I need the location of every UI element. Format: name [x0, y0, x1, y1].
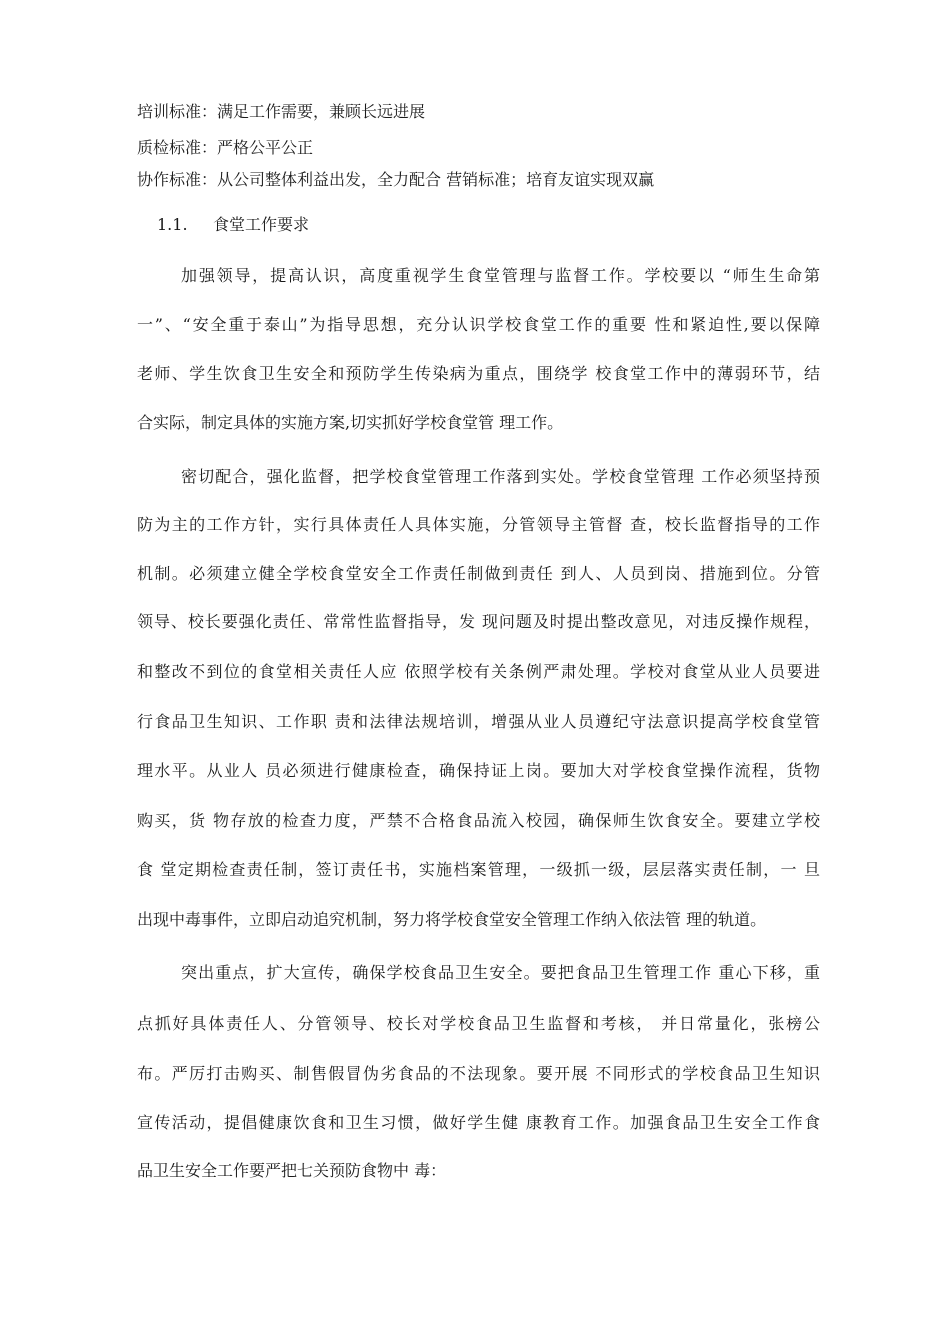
cooperation-standard-line: 协作标准：从公司整体利益出发，全力配合 营销标准；培育友谊实现双赢: [137, 170, 655, 189]
paragraph-2-line: 领导、校长要强化责任、常常性监督指导，发 现问题及时提出整改意见，对违反操作规程，: [137, 612, 820, 631]
paragraph-3-line: 布。严厉打击购买、制售假冒伪劣食品的不法现象。要开展 不同形式的学校食品卫生知识: [137, 1064, 820, 1083]
paragraph-2-line: 理水平。从业人 员必须进行健康检查，确保持证上岗。要加大对学校食堂操作流程，货物: [137, 761, 820, 780]
paragraph-1-line: 老师、学生饮食卫生安全和预防学生传染病为重点，围绕学 校食堂工作中的薄弱环节，结: [137, 364, 820, 383]
paragraph-1-line: 合实际，制定具体的实施方案,切实抓好学校食堂管 理工作。: [137, 413, 564, 432]
paragraph-2-line: 密切配合，强化监督，把学校食堂管理工作落到实处。学校食堂管理 工作必须坚持预: [181, 467, 820, 486]
paragraph-2-line: 购买，货 物存放的检查力度，严禁不合格食品流入校园，确保师生饮食安全。要建立学校: [137, 811, 820, 830]
paragraph-2-line: 行食品卫生知识、工作职 责和法律法规培训，增强从业人员遵纪守法意识提高学校食堂管: [137, 712, 820, 731]
quality-standard-line: 质检标准：严格公平公正: [137, 138, 314, 157]
section-number: 1.1.: [157, 215, 188, 234]
paragraph-1-line: 加强领导，提高认识，高度重视学生食堂管理与监督工作。学校要以 “师生生命第: [181, 266, 820, 285]
training-standard-line: 培训标准：满足工作需要，兼顾长远进展: [137, 102, 426, 121]
section-heading: [157, 214, 309, 236]
paragraph-2-line: 食 堂定期检查责任制，签订责任书，实施档案管理，一级抓一级，层层落实责任制，一 旦: [137, 860, 820, 879]
paragraph-3-line: 宣传活动，提倡健康饮食和卫生习惯，做好学生健 康教育工作。加强食品卫生安全工作食: [137, 1113, 820, 1132]
paragraph-1-line: 一”、“安全重于泰山”为指导思想，充分认识学校食堂工作的重要 性和紧迫性,要以保障: [137, 315, 820, 334]
paragraph-2-line: 和整改不到位的食堂相关责任人应 依照学校有关条例严肃处理。学校对食堂从业人员要进: [137, 662, 820, 681]
section-title: 食堂工作要求: [213, 215, 310, 234]
paragraph-3-line: 品卫生安全工作要严把七关预防食物中 毒：: [137, 1161, 447, 1180]
paragraph-2-line: 机制。必须建立健全学校食堂安全工作责任制做到责任 到人、人员到岗、措施到位。分管: [137, 564, 820, 583]
paragraph-2-line: 防为主的工作方针，实行具体责任人具体实施，分管领导主管督 查，校长监督指导的工作: [137, 515, 820, 534]
paragraph-2-line: 出现中毒事件，立即启动追究机制，努力将学校食堂安全管理工作纳入依法管 理的轨道。: [137, 910, 767, 929]
paragraph-3-line: 突出重点，扩大宣传，确保学校食品卫生安全。要把食品卫生管理工作 重心下移，重: [181, 963, 820, 982]
paragraph-3-line: 点抓好具体责任人、分管领导、校长对学校食品卫生监督和考核， 并日常量化，张榜公: [137, 1014, 820, 1033]
